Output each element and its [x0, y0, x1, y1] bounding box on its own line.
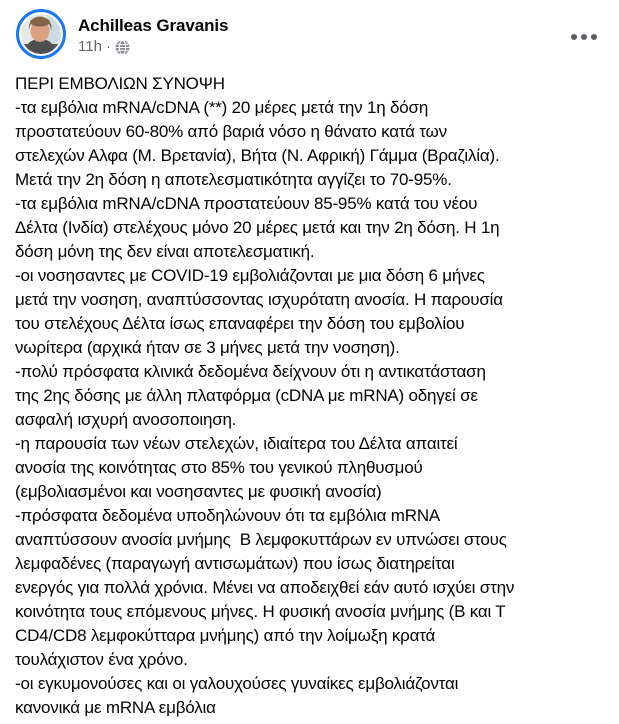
post-text-line: στελεχών Αλφα (Μ. Βρετανία), Βήτα (Ν. Αφρική) Γάμμα (Βραζιλία). — [15, 146, 500, 165]
post-text-line: νωρίτερα (αρχικά ήταν σε 3 μήνες μετά την νοσηση). — [15, 338, 400, 357]
post-paragraph — [15, 264, 619, 360]
post-text-line: τουλάχιστον ένα χρόνο. — [15, 650, 188, 669]
post-text-line: ΠΕΡΙ ΕΜΒΟΛΙΩΝ ΣΥΝΟΨΗ — [15, 74, 225, 93]
author-name[interactable]: Achilleas Gravanis — [78, 16, 229, 35]
post-text-line: προστατεύουν 60-80% από βαριά νόσο η θάνατο κατά των — [15, 122, 447, 141]
post-text-line: -οι εγκυμονούσες και οι γαλουχούσες γυναίκες εμβολιάζονται — [15, 674, 459, 693]
timestamp[interactable]: 11h — [78, 38, 102, 55]
post-paragraph — [15, 672, 619, 720]
more-options-button[interactable] — [561, 19, 607, 55]
avatar-photo — [21, 14, 61, 54]
globe-icon — [115, 40, 130, 55]
ellipsis-dot — [591, 34, 597, 40]
post-text-line: -οι νοσησαντες με COVID-19 εμβολιάζονται με μια δόση 6 μήνες — [15, 266, 485, 285]
post-header — [0, 0, 619, 72]
post-text-line: CD4/CD8 λεμφοκύτταρα μνήμης) από την λοίμωξη κρατά — [15, 626, 436, 645]
avatar[interactable] — [16, 9, 66, 59]
post-meta — [78, 39, 130, 55]
post-text-line: κανονικά με mRNA εμβόλια — [15, 698, 216, 717]
meta-separator: · — [105, 38, 111, 55]
post-paragraph — [15, 360, 619, 432]
post-paragraph — [15, 504, 619, 672]
post-paragraph — [15, 96, 619, 192]
post-text-line: -πολύ πρόσφατα κλινικά δεδομένα δείχνουν ότι η αντικατάσταση — [15, 362, 486, 381]
ellipsis-dot — [571, 34, 577, 40]
post-text-line: αναπτύσσουν ανοσία μνήμης Β λεμφοκυττάρων εν υπνώσει στους — [15, 530, 507, 549]
post-paragraph — [15, 432, 619, 504]
post-text-line: δόση μόνη της δεν είναι αποτελεσματική. — [15, 242, 315, 261]
post-text-line: ασφαλή ισχυρή ανοσοποιηση. — [15, 410, 237, 429]
post-paragraph — [15, 192, 619, 264]
post-text-line: λεμφαδένες (παραγωγή αντισωμάτων) που ίσως διατηρείται — [15, 554, 455, 573]
post-text-line: -τα εμβόλια mRNA/cDNA (**) 20 μέρες μετά την 1η δόση — [15, 98, 429, 117]
post-body — [15, 72, 619, 720]
post-text-line: -τα εμβόλια mRNA/cDNA προστατεύουν 85-95% κατά του νέου — [15, 194, 478, 213]
post-text-line: μετά την νοσηση, αναπτύσσοντας ισχυρότατη ανοσία. Η παρουσία — [15, 290, 503, 309]
post-text-line: (εμβολιασμένοι και νοσησαντες με φυσική ανοσία) — [15, 482, 382, 501]
post-text-line: -πρόσφατα δεδομένα υποδηλώνουν ότι τα εμβόλια mRNA — [15, 506, 441, 525]
post-text-line: Δέλτα (Ινδία) στελέχους μόνο 20 μέρες μετά και την 2η δόση. Η 1η — [15, 218, 500, 237]
post-paragraph — [15, 72, 619, 96]
post-text-line: Μετά την 2η δόση η αποτελεσματικότητα αγγίζει το 70-95%. — [15, 170, 452, 189]
post-text-line: ενεργός για πολλά χρόνια. Μένει να αποδειχθεί εάν αυτό ισχύει στην — [15, 578, 515, 597]
post-text-line: -η παρουσία των νέων στελεχών, ιδιαίτερα του Δέλτα απαιτεί — [15, 434, 458, 453]
post-text-line: ανοσία της κοινότητας στο 85% του γενικού πληθυσμού — [15, 458, 423, 477]
post-text-line: κοινότητα τους επόμενους μήνες. Η φυσική ανοσία μνήμης (Β και Τ — [15, 602, 506, 621]
post-text-line: του στελέχους Δέλτα ίσως επαναφέρει την δόση του εμβολίου — [15, 314, 465, 333]
ellipsis-dot — [581, 34, 587, 40]
post-text-line: της 2ης δόσης με άλλη πλατφόρμα (cDNA με mRNA) οδηγεί σε — [15, 386, 478, 405]
